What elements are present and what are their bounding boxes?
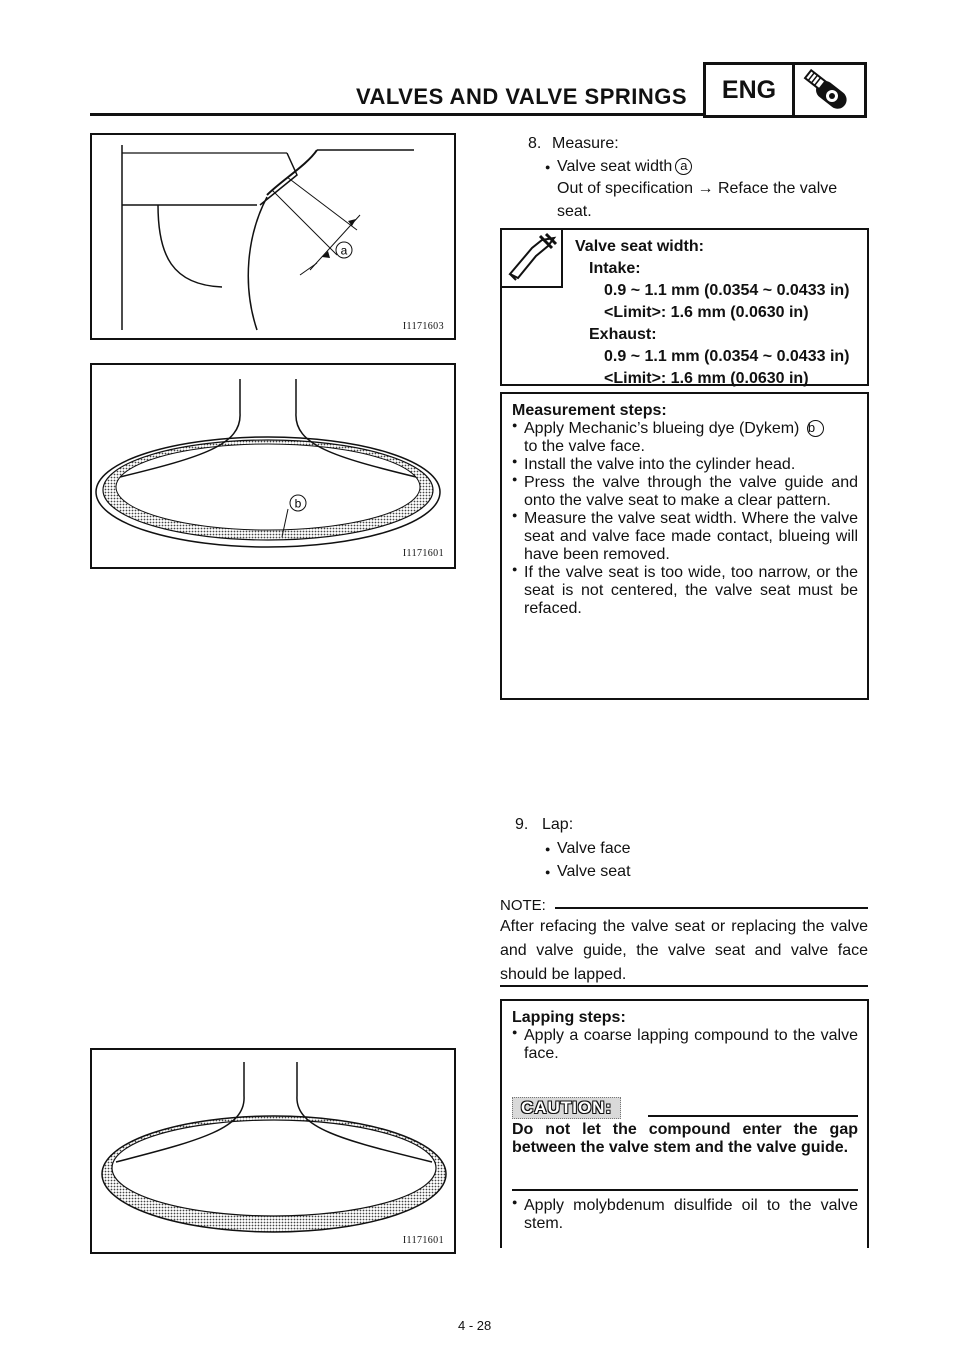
spec-intake-label: Intake:: [589, 260, 641, 277]
spec-exhaust-label: Exhaust:: [589, 326, 657, 343]
spec-title: Valve seat width:: [575, 238, 704, 255]
measurement-step-1: ● Apply Mechanic’s blueing dye (Dykem) b: [512, 420, 858, 438]
measurement-step-5: ● If the valve seat is too wide, too narrow, or the seat is not centered, the valve seat must be refaced.: [512, 564, 858, 618]
figure-valve-seat-section: [90, 133, 456, 340]
spec-exhaust-limit: <Limit>: 1.6 mm (0.0630 in): [604, 370, 809, 387]
lapping-step-2: ● Apply molybdenum disulfide oil to the valve stem.: [512, 1197, 858, 1233]
caution-rule-bottom: [512, 1189, 858, 1191]
figure-code: I1171601: [402, 1235, 444, 1246]
valve-face-drawing: [92, 365, 454, 567]
callout-b: b: [807, 420, 824, 437]
callout-b: b: [294, 496, 302, 511]
step-8-out-of-spec-cont: seat.: [557, 203, 592, 220]
section-badge: [703, 62, 867, 118]
note-rule-top: [555, 907, 868, 909]
spec-box: [500, 228, 869, 386]
measurement-step-3: ● Press the valve through the valve guide and onto the valve seat to make a clear pattern.: [512, 474, 858, 510]
figure-valve-blueing: [90, 363, 456, 569]
step-8-number: 8.: [528, 135, 542, 152]
callout-a: a: [675, 158, 692, 175]
lapping-steps-box: [500, 999, 869, 1248]
valve-face-lapping-drawing: [92, 1050, 454, 1252]
figure-valve-lapping: [90, 1048, 456, 1254]
engine-wrench-icon: [795, 65, 864, 115]
valve-seat-section-drawing: [92, 135, 454, 338]
note-text: After refacing the valve seat or replacing the valve and valve guide, the valve seat and valve face should be lapped.: [500, 918, 868, 983]
lapping-step-1: ● Apply a coarse lapping compound to the valve face.: [512, 1027, 858, 1063]
page-number: 4 - 28: [458, 1318, 492, 1333]
measurement-step-2: ● Install the valve into the cylinder head.: [512, 456, 858, 474]
spec-intake-limit: <Limit>: 1.6 mm (0.0630 in): [604, 304, 809, 321]
header-rule: [90, 113, 704, 116]
lapping-steps-title: Lapping steps:: [512, 1009, 626, 1026]
step-9-item-valve-face: ● Valve face: [557, 837, 631, 861]
spec-intake-value: 0.9 ~ 1.1 mm (0.0354 ~ 0.0433 in): [604, 282, 850, 299]
step-8-item: [557, 155, 692, 179]
measurement-steps-box: [500, 392, 869, 700]
caution-badge: CAUTION:: [512, 1097, 621, 1119]
section-badge-label: ENG: [706, 65, 795, 115]
step-9-action: Lap:: [542, 816, 574, 833]
figure-code: I1171603: [402, 321, 444, 332]
step-8-out-of-spec: Out of specification → Reface the valve: [557, 180, 838, 197]
figure-code: I1171601: [402, 548, 444, 559]
note-rule-bottom: [500, 985, 868, 987]
measurement-step-1-cont: to the valve face.: [524, 438, 645, 455]
measurement-steps-title: Measurement steps:: [512, 402, 667, 419]
callout-a: a: [340, 243, 348, 258]
step-9-number: 9.: [515, 816, 529, 833]
spec-exhaust-value: 0.9 ~ 1.1 mm (0.0354 ~ 0.0433 in): [604, 348, 850, 365]
caution-text: Do not let the compound enter the gap between the valve stem and the valve guide.: [512, 1121, 858, 1156]
page-title: VALVES AND VALVE SPRINGS: [356, 84, 688, 109]
step-8-item-label: Valve seat width: [557, 158, 673, 175]
step-9-item-valve-seat: ● Valve seat: [557, 860, 631, 884]
caliper-measure-icon: [500, 228, 563, 288]
measurement-step-4: ● Measure the valve seat width. Where the valve seat and valve face made contact, blueing will have been removed.: [512, 510, 858, 564]
step-8-action: Measure:: [552, 135, 619, 152]
caution-rule-top: [648, 1115, 858, 1117]
note-label: NOTE:: [500, 897, 546, 914]
